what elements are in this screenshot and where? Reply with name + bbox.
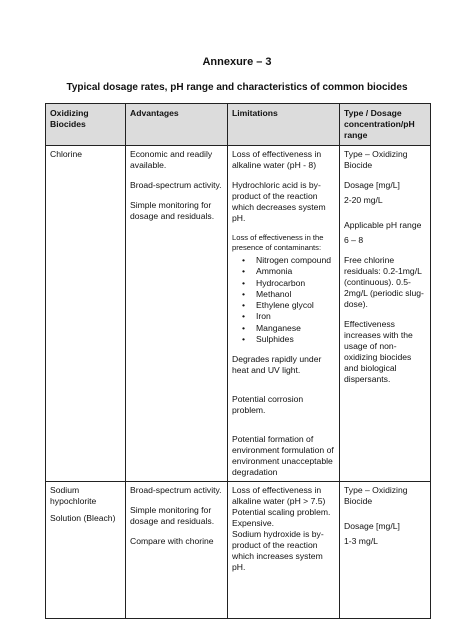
biocide-cell: [46, 482, 126, 619]
list-item: [242, 334, 335, 345]
contaminant-text: Manganese: [256, 322, 301, 333]
table-row: [46, 482, 431, 619]
dosage-value: 1-3 mg/L: [344, 536, 378, 547]
contaminant-text: Methanol: [256, 288, 292, 299]
annexure-title: Annexure – 3: [202, 56, 272, 68]
advantage-text: Simple monitoring for dosage and residuals.: [130, 505, 215, 527]
type-dosage-cell: [340, 146, 431, 482]
limitation-text: Potential scaling problem.: [232, 507, 331, 518]
limitation-text: Degrades rapidly under heat and UV light.: [232, 354, 322, 376]
bullet-icon: •: [242, 311, 246, 322]
type-text: Type – Oxidizing Biocide: [344, 485, 408, 507]
ph-range-value: 6 – 8: [344, 235, 364, 245]
biocides-table: [45, 103, 431, 619]
advantage-text: Broad-spectrum activity.: [130, 485, 222, 496]
advantage-text: Economic and readily available.: [130, 149, 213, 170]
table-header-row: [46, 104, 431, 146]
limitation-text: Loss of effectiveness in alkaline water (pH - 8): [232, 149, 322, 170]
document-title: Typical dosage rates, pH range and characteristics of common biocides: [66, 82, 408, 93]
type-text: Type – Oxidizing Biocide: [344, 149, 408, 170]
dosage-label: Dosage [mg/L]: [344, 180, 400, 190]
table-row: [46, 146, 431, 482]
list-item: [242, 278, 335, 289]
list-item: [242, 300, 335, 311]
limitation-text: Expensive.: [232, 518, 275, 529]
type-dosage-cell: [340, 482, 431, 619]
bullet-icon: •: [242, 266, 246, 277]
biocide-name: Solution (Bleach): [50, 513, 116, 524]
advantage-text: Compare with chorine: [130, 536, 214, 547]
bullet-icon: •: [242, 288, 246, 299]
limitation-text: Potential corrosion problem.: [232, 394, 304, 416]
limitation-text: Hydrochloric acid is by-product of the reaction which decreases system pH.: [232, 180, 326, 223]
dosage-label: Dosage [mg/L]: [344, 521, 400, 532]
limitations-cell: [228, 146, 340, 482]
bullet-icon: •: [242, 255, 246, 265]
list-item: [242, 311, 335, 322]
advantage-text: Broad-spectrum activity.: [130, 180, 222, 190]
contaminant-text: Iron: [256, 311, 271, 322]
contaminants-intro: Loss of effectiveness in the presence of contaminants:: [232, 233, 324, 252]
contaminant-text: Nitrogen compound: [256, 255, 332, 265]
bullet-icon: •: [242, 277, 246, 288]
contaminant-text: Hydrocarbon: [256, 277, 306, 288]
limitation-text: Loss of effectiveness in alkaline water (pH > 7.5): [232, 485, 326, 507]
limitation-text: Potential formation of environment formulation of environment unacceptable degradation: [232, 434, 334, 478]
biocide-name: Chlorine: [50, 149, 83, 159]
advantages-cell: [126, 146, 228, 482]
header-type-dosage: Type / Dosage concentration/pH range: [340, 104, 431, 146]
residuals-text: Free chlorine residuals: 0.2-1mg/L (continuous). 0.5-2mg/L (periodic slug-dose).: [344, 255, 424, 309]
list-item: [242, 266, 335, 277]
limitation-text: Sodium hydroxide is by-product of the reaction which increases system pH.: [232, 529, 324, 573]
contaminants-list: [232, 255, 335, 345]
header-limitations: Limitations: [228, 104, 340, 146]
dosage-value: 2-20 mg/L: [344, 195, 383, 205]
list-item: [242, 255, 335, 266]
list-item: [242, 323, 335, 334]
header-oxidizing-biocides: Oxidizing Biocides: [46, 104, 126, 146]
list-item: [242, 289, 335, 300]
contaminant-text: Ammonia: [256, 266, 293, 277]
contaminant-text: Sulphides: [256, 334, 294, 345]
header-advantages: Advantages: [126, 104, 228, 146]
biocide-cell: [46, 146, 126, 482]
bullet-icon: •: [242, 300, 246, 311]
limitations-cell: [228, 482, 340, 619]
advantage-text: Simple monitoring for dosage and residuals.: [130, 200, 215, 221]
ph-range-label: Applicable pH range: [344, 220, 422, 230]
biocide-name: Sodium hypochlorite: [50, 485, 97, 507]
bullet-icon: •: [242, 334, 246, 345]
effectiveness-text: Effectiveness increases with the usage of non-oxidizing biocides and biological dispersants.: [344, 319, 413, 384]
contaminant-text: Ethylene glycol: [256, 300, 314, 311]
advantages-cell: [126, 482, 228, 619]
bullet-icon: •: [242, 322, 246, 333]
